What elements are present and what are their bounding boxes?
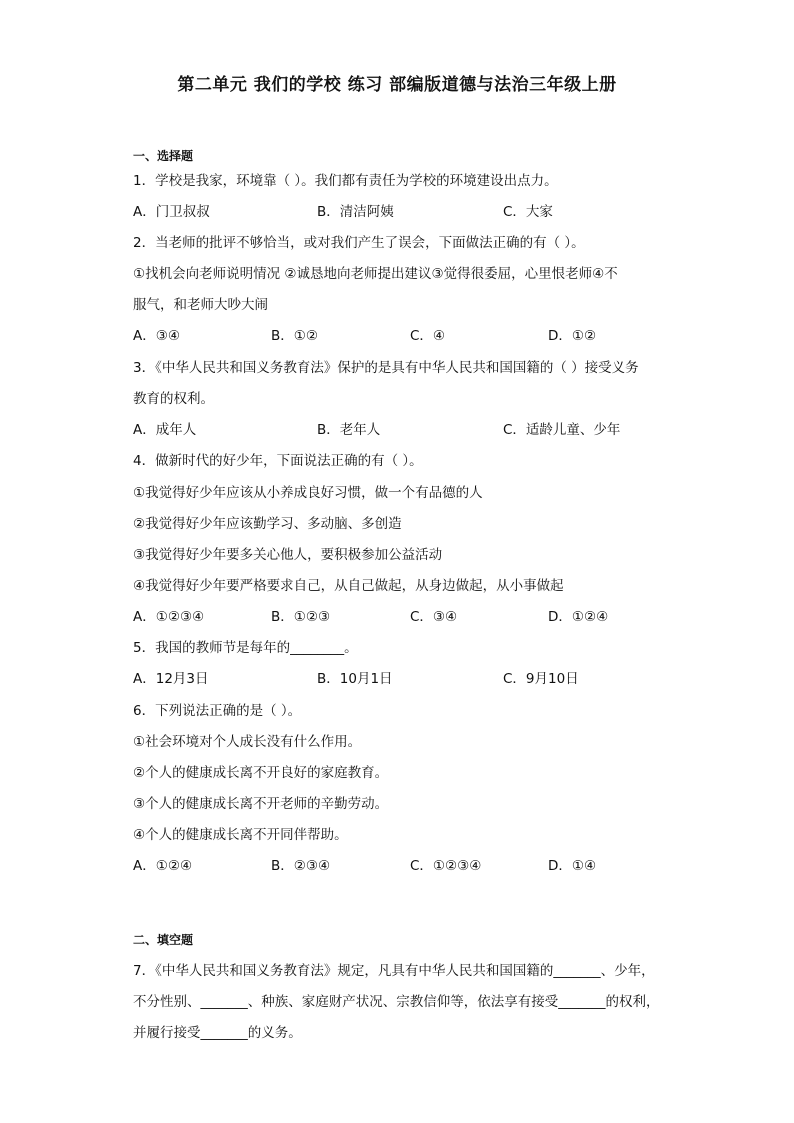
q6-item: ②个人的健康成长离不开良好的家庭教育。	[133, 765, 389, 781]
question-7-line2: 不分性别、_______、种族、家庭财产状况、宗教信仰等，依法享有接受_______的权利，	[133, 994, 660, 1010]
q4-item: ①我觉得好少年应该从小养成良好习惯，做一个有品德的人	[133, 485, 483, 501]
q6-option-b: B．②③④	[271, 858, 331, 874]
question-5-stem: 5．我国的教师节是每年的________。	[133, 640, 358, 656]
question-4-stem: 4．做新时代的好少年，下面说法正确的有（ ）。	[133, 453, 423, 469]
q1-option-a: A．门卫叔叔	[133, 204, 210, 220]
question-1-stem: 1．学校是我家，环境靠（ ）。我们都有责任为学校的环境建设出点力。	[133, 173, 558, 189]
q5-option-c: C．9月10日	[503, 671, 579, 687]
q6-option-a: A．①②④	[133, 858, 193, 874]
question-2-line2: ①找机会向老师说明情况 ②诚恳地向老师提出建议③觉得很委屈，心里恨老师④不	[133, 266, 618, 282]
q4-option-c: C．③④	[410, 609, 458, 625]
q1-option-c: C．大家	[503, 204, 553, 220]
question-7-line3: 并履行接受_______的义务。	[133, 1025, 302, 1041]
question-6-stem: 6．下列说法正确的是（ ）。	[133, 703, 302, 719]
q6-option-c: C．①②③④	[410, 858, 482, 874]
q6-option-d: D．①④	[548, 858, 597, 874]
section-heading-choice: 一、选择题	[133, 149, 194, 163]
q4-item: ③我觉得好少年要多关心他人，要积极参加公益活动	[133, 547, 443, 563]
q2-option-b: B．①②	[271, 328, 318, 344]
question-2-stem: 2．当老师的批评不够恰当，或对我们产生了误会，下面做法正确的有（ ）。	[133, 235, 585, 251]
q5-option-b: B．10月1日	[317, 671, 393, 687]
q4-option-a: A．①②③④	[133, 609, 205, 625]
section-heading-fill: 二、填空题	[133, 933, 194, 947]
q3-option-a: A．成年人	[133, 422, 197, 438]
q4-option-d: D．①②④	[548, 609, 609, 625]
question-3-line2: 教育的权利。	[133, 391, 214, 407]
q4-item: ②我觉得好少年应该勤学习、多动脑、多创造	[133, 516, 402, 532]
q6-item: ③个人的健康成长离不开老师的辛勤劳动。	[133, 796, 389, 812]
q4-option-b: B．①②③	[271, 609, 331, 625]
question-3-stem: 3．《中华人民共和国义务教育法》保护的是具有中华人民共和国国籍的（ ）接受义务	[133, 360, 639, 376]
q2-option-a: A．③④	[133, 328, 180, 344]
q6-item: ④个人的健康成长离不开同伴帮助。	[133, 827, 348, 843]
q5-option-a: A．12月3日	[133, 671, 209, 687]
q1-option-b: B．清洁阿姨	[317, 204, 394, 220]
q3-option-b: B．老年人	[317, 422, 381, 438]
q4-item: ④我觉得好少年要严格要求自己，从自己做起，从身边做起，从小事做起	[133, 578, 564, 594]
question-2-line3: 服气，和老师大吵大闹	[133, 297, 268, 313]
page-title: 第二单元 我们的学校 练习 部编版道德与法治三年级上册	[177, 75, 617, 95]
q2-option-c: C．④	[410, 328, 446, 344]
q2-option-d: D．①②	[548, 328, 597, 344]
q6-item: ①社会环境对个人成长没有什么作用。	[133, 734, 362, 750]
q3-option-c: C．适龄儿童、少年	[503, 422, 621, 438]
question-7-line1: 7．《中华人民共和国义务教育法》规定，凡具有中华人民共和国国籍的_______、少年，	[133, 963, 655, 979]
